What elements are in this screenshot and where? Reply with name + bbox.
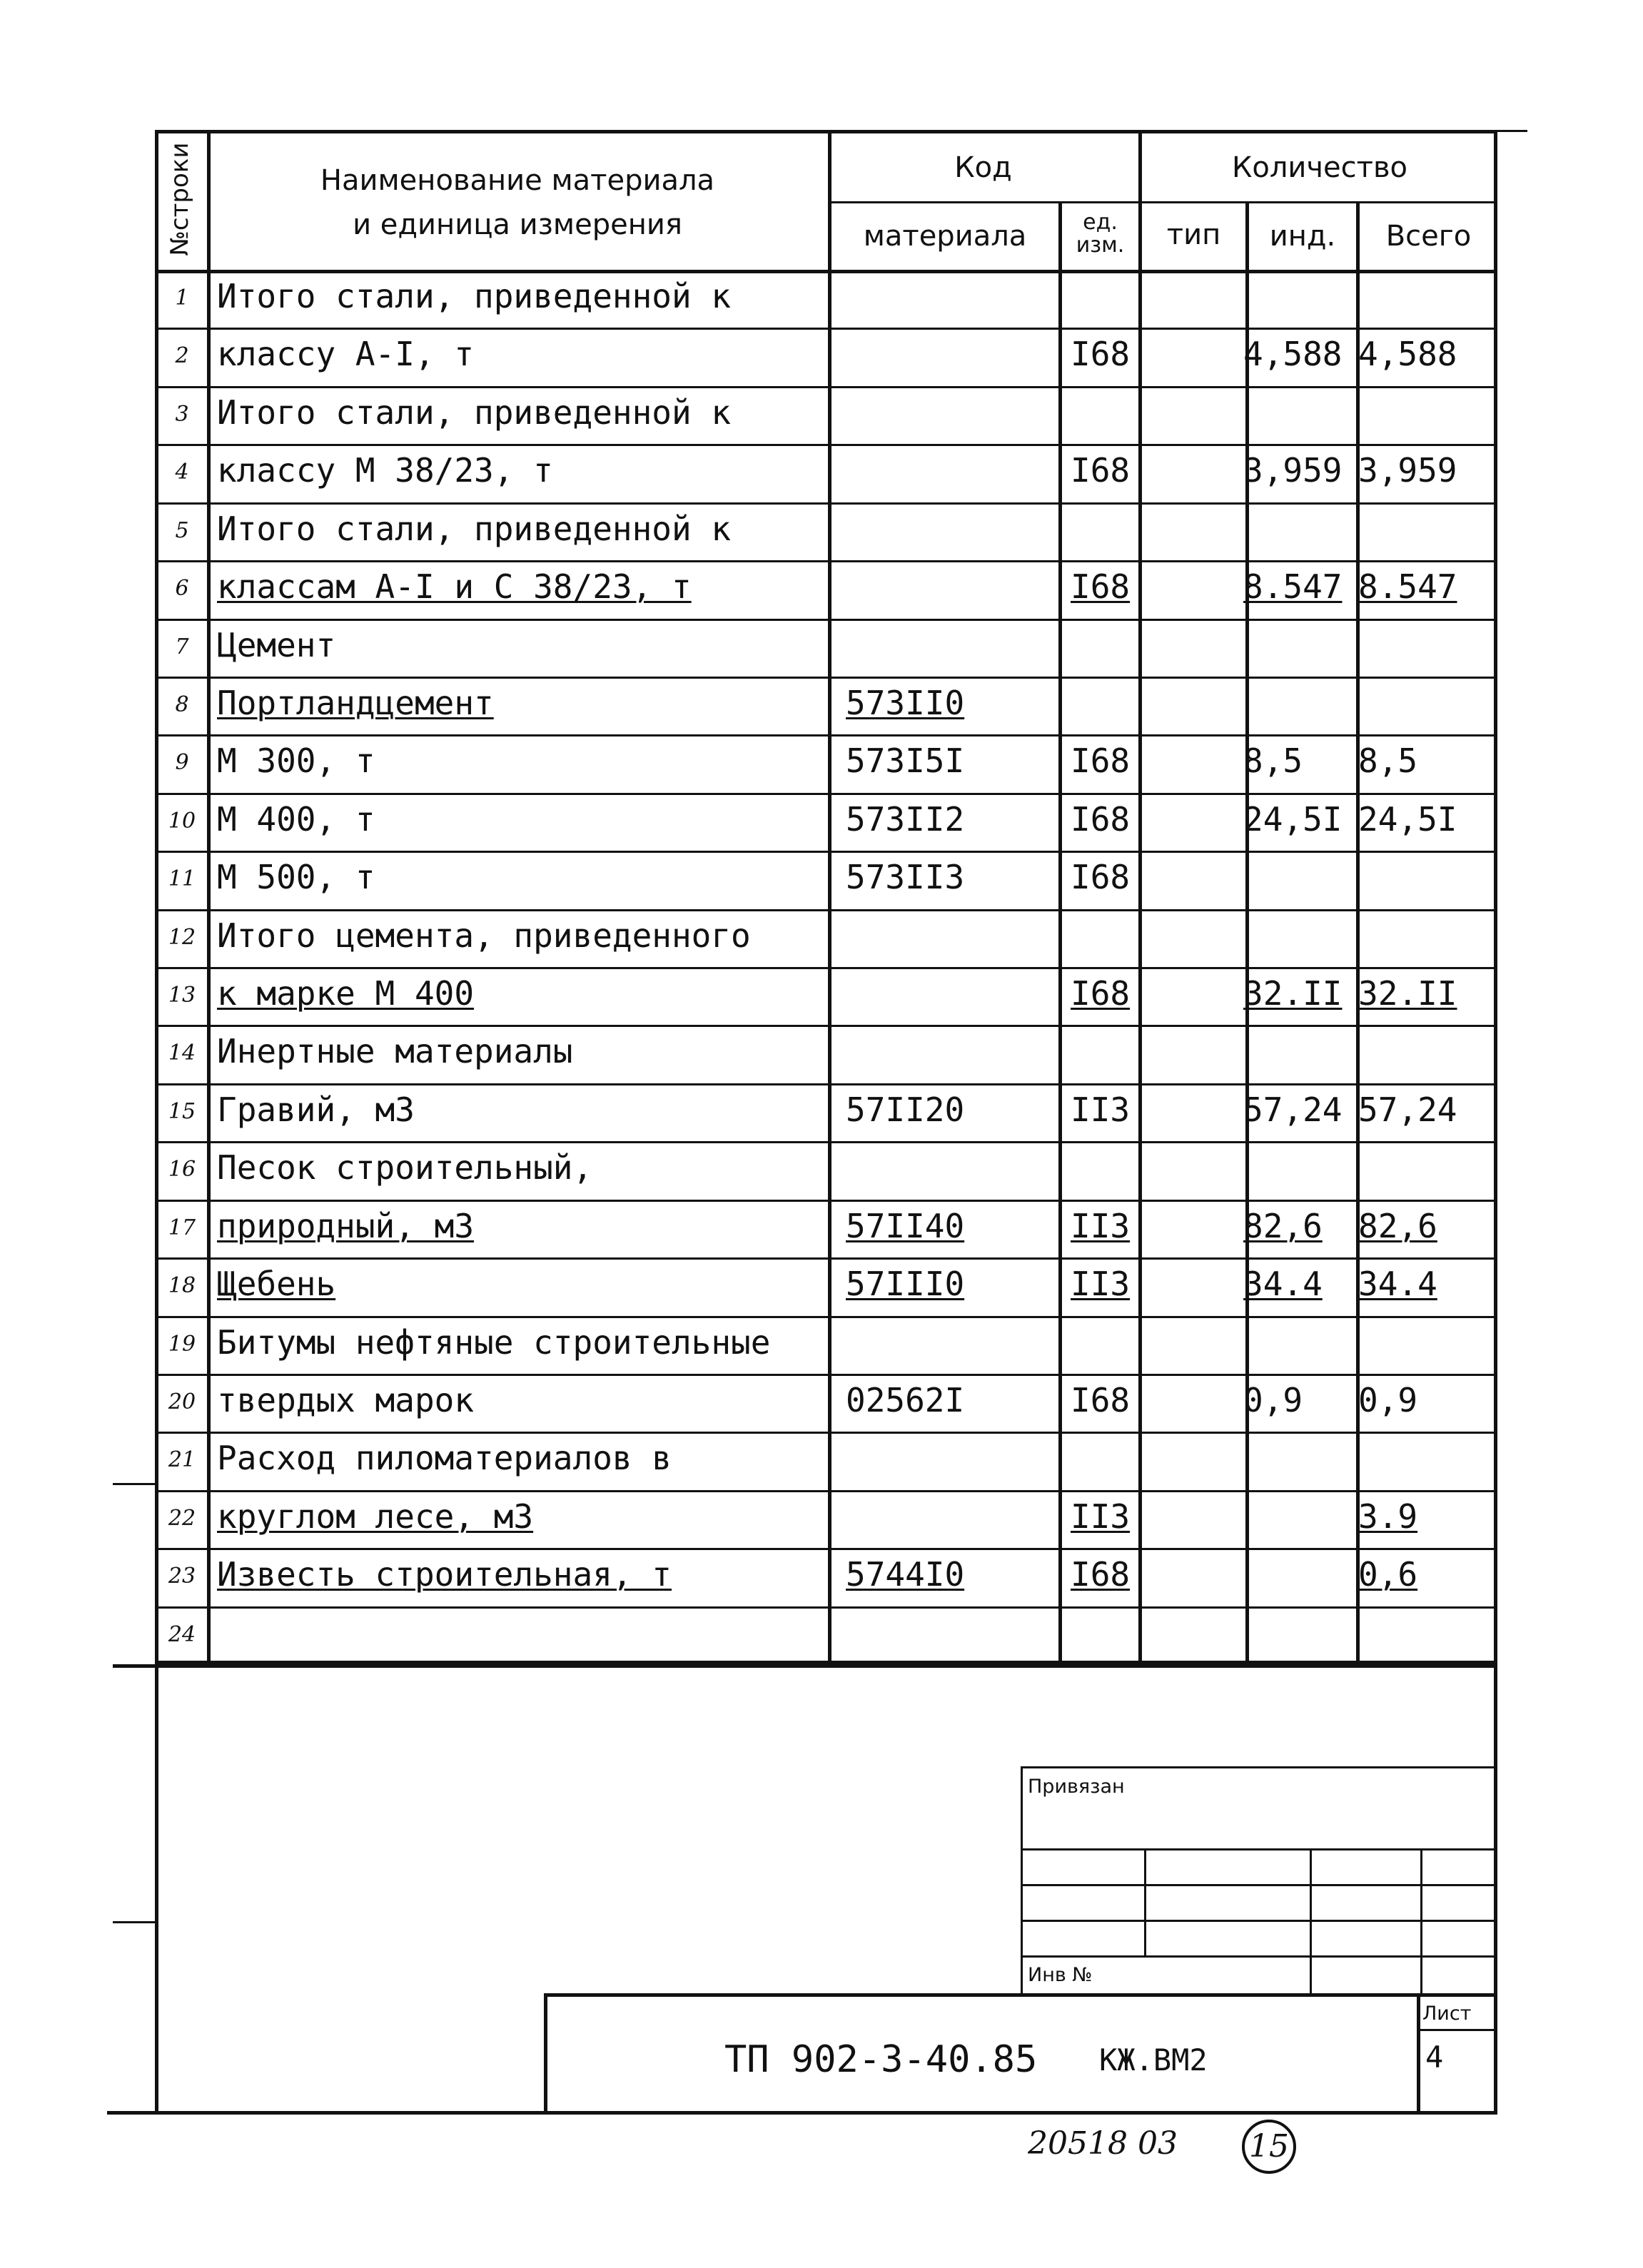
code-unit-header <box>1062 211 1138 256</box>
quantity-ind-header: инд. <box>1269 220 1336 253</box>
cell-name: Итого цемента, приведенного <box>217 916 751 955</box>
row-divider <box>155 1374 1497 1376</box>
row-number: 4 <box>175 460 189 485</box>
cell-name: М 400, т <box>217 800 375 839</box>
row-number: 11 <box>168 866 196 891</box>
margin-tick-2 <box>113 1921 157 1923</box>
row-divider <box>155 444 1497 446</box>
quantity-type-header: тип <box>1166 218 1221 251</box>
row-number: 1 <box>175 285 189 310</box>
stamp-left-line <box>1021 1766 1023 1995</box>
titleblock-sheet-divider <box>1417 1993 1420 2115</box>
cell-unit: I68 <box>1071 741 1131 780</box>
cell-name: природный, м3 <box>217 1207 475 1245</box>
cell-name: Инертные материалы <box>217 1032 573 1070</box>
titleblock-left-line <box>544 1993 547 2115</box>
row-number: 14 <box>168 1041 196 1065</box>
cell-unit: I68 <box>1071 974 1131 1013</box>
row-divider <box>155 967 1497 969</box>
row-number: 23 <box>168 1564 196 1589</box>
row-divider <box>155 386 1497 388</box>
row-divider <box>155 1257 1497 1260</box>
col-line-ind <box>1356 201 1360 1664</box>
row-number: 20 <box>168 1389 196 1414</box>
cell-code: 573I5I <box>846 741 965 780</box>
cell-ind: 34.4 <box>1243 1265 1323 1303</box>
cell-ind: 57,24 <box>1243 1090 1343 1129</box>
cell-name: Щебень <box>217 1265 336 1303</box>
cell-name: Итого стали, приведенной к <box>217 510 732 548</box>
stamp-top-line <box>1021 1766 1494 1768</box>
cell-unit: II3 <box>1071 1207 1131 1245</box>
row-number: 9 <box>175 750 189 775</box>
row-number: 24 <box>168 1622 196 1647</box>
cell-total: 0,9 <box>1358 1381 1418 1419</box>
document-code: ТП 902-3-40.85 <box>724 2038 1038 2081</box>
cell-total: 82,6 <box>1358 1207 1437 1245</box>
circled-number: 15 <box>1242 2120 1296 2174</box>
outer-rule-bottom <box>107 2111 1497 2115</box>
cell-unit: II3 <box>1071 1090 1131 1129</box>
row-number-header: №строки <box>166 142 194 256</box>
row-number: 18 <box>168 1273 196 1298</box>
row-divider <box>155 1432 1497 1434</box>
cell-unit: I68 <box>1071 567 1131 606</box>
cell-total: 57,24 <box>1358 1090 1457 1129</box>
row-number: 12 <box>168 925 196 950</box>
cell-ind: 32.II <box>1243 974 1343 1013</box>
cell-name: Расход пиломатериалов в <box>217 1439 672 1477</box>
cell-name: Гравий, м3 <box>217 1090 415 1129</box>
row-number: 6 <box>175 576 189 601</box>
cell-total: 8.547 <box>1358 567 1457 606</box>
cell-code: 573II3 <box>846 858 965 896</box>
material-name-header-line1: Наименование материала <box>320 164 715 197</box>
row-divider <box>155 502 1497 505</box>
code-unit-header-line2: изм. <box>1076 232 1125 258</box>
cell-name: М 300, т <box>217 741 375 780</box>
cell-total: 3,959 <box>1358 451 1457 490</box>
row-divider <box>155 677 1497 679</box>
row-number: 2 <box>175 343 189 368</box>
cell-code: 57II40 <box>846 1207 965 1245</box>
row-number: 19 <box>168 1332 196 1357</box>
cell-unit: II3 <box>1071 1265 1131 1303</box>
cell-total: 24,5I <box>1358 800 1457 839</box>
cell-name: Известь строительная, т <box>217 1555 672 1594</box>
cell-name: классу М 38/23, т <box>217 451 553 490</box>
material-name-header-line2: и единица измерения <box>353 208 682 241</box>
row-divider <box>155 619 1497 621</box>
row-number: 16 <box>168 1157 196 1182</box>
cell-name: к марке М 400 <box>217 974 475 1013</box>
privyazan-label: Привязан <box>1028 1776 1125 1798</box>
cell-code: 573II2 <box>846 800 965 839</box>
row-number: 3 <box>175 402 189 427</box>
cell-name: Портландцемент <box>217 684 494 722</box>
cell-name: Цемент <box>217 626 336 664</box>
stamp-col-2 <box>1310 1848 1312 1995</box>
row-number: 8 <box>175 692 189 717</box>
titleblock-top-line <box>544 1993 1497 1997</box>
cell-code: 5744I0 <box>846 1555 965 1594</box>
cell-name: классу А-I, т <box>217 335 475 373</box>
col-line-type <box>1245 201 1249 1664</box>
cell-ind: 8.547 <box>1243 567 1343 606</box>
sheet-label-line <box>1417 2029 1494 2031</box>
cell-ind: 3,959 <box>1243 451 1343 490</box>
sheet-number: 4 <box>1425 2040 1444 2075</box>
cell-ind: 82,6 <box>1243 1207 1323 1245</box>
cell-code: 02562I <box>846 1381 965 1419</box>
cell-code: 573II0 <box>846 684 965 722</box>
row-divider <box>155 909 1497 911</box>
stamp-line-4 <box>1021 1955 1494 1958</box>
row-divider <box>155 328 1497 330</box>
stamp-line-3 <box>1021 1920 1494 1922</box>
stamp-col-3 <box>1420 1848 1422 1995</box>
code-unit-header-line1: ед. <box>1083 210 1118 235</box>
document-suffix: КЖ.ВМ2 <box>1099 2042 1208 2077</box>
quantity-header: Количество <box>1231 151 1407 184</box>
quantity-total-header: Всего <box>1385 220 1472 253</box>
row-number: 15 <box>168 1099 196 1124</box>
row-number: 17 <box>168 1215 196 1240</box>
cell-code: 57III0 <box>846 1265 965 1303</box>
cell-name: Битумы нефтяные строительные <box>217 1323 771 1362</box>
row-divider <box>155 560 1497 562</box>
cell-unit: I68 <box>1071 800 1131 839</box>
cell-total: 8,5 <box>1358 741 1418 780</box>
cell-ind: 8,5 <box>1243 741 1303 780</box>
stamp-col-1 <box>1144 1848 1146 1955</box>
cell-unit: I68 <box>1071 1555 1131 1594</box>
cell-name: твердых марок <box>217 1381 475 1419</box>
cell-unit: I68 <box>1071 335 1131 373</box>
top-corner-tick <box>1470 130 1527 132</box>
row-divider <box>155 1141 1497 1143</box>
col-line-code <box>1058 201 1062 1664</box>
cell-total: 3.9 <box>1358 1497 1418 1536</box>
cell-unit: II3 <box>1071 1497 1131 1536</box>
row-divider <box>155 1490 1497 1492</box>
row-divider <box>155 1083 1497 1085</box>
cell-total: 0,6 <box>1358 1555 1418 1594</box>
lower-frame-right <box>1494 1664 1497 2114</box>
cell-ind: 4,588 <box>1243 335 1343 373</box>
cell-name: М 500, т <box>217 858 375 896</box>
row-number: 5 <box>175 518 189 543</box>
cell-name: Итого стали, приведенной к <box>217 393 732 432</box>
inv-number-label: Инв № <box>1028 1964 1093 1986</box>
stamp-line-2 <box>1021 1884 1494 1886</box>
stamp-line-1 <box>1021 1848 1494 1851</box>
cell-unit: I68 <box>1071 451 1131 490</box>
cell-total: 34.4 <box>1358 1265 1437 1303</box>
outer-rule-top <box>113 1664 1497 1668</box>
header-mid-line <box>828 201 1497 203</box>
cell-name: круглом лесе, м3 <box>217 1497 534 1536</box>
code-material-header: материала <box>863 220 1027 253</box>
row-divider <box>155 734 1497 736</box>
cell-ind: 24,5I <box>1243 800 1343 839</box>
row-number: 13 <box>168 983 196 1008</box>
material-name-header <box>214 158 821 247</box>
cell-unit: I68 <box>1071 1381 1131 1419</box>
cell-name: классам А-I и С 38/23, т <box>217 567 692 606</box>
sheet-label: Лист <box>1422 2003 1472 2025</box>
cell-unit: I68 <box>1071 858 1131 896</box>
header-bottom-line <box>155 270 1497 273</box>
row-divider <box>155 1025 1497 1027</box>
code-header: Код <box>954 151 1012 184</box>
row-divider <box>155 793 1497 795</box>
cell-total: 4,588 <box>1358 335 1457 373</box>
cell-total: 32.II <box>1358 974 1457 1013</box>
cell-name: Итого стали, приведенной к <box>217 277 732 315</box>
row-number: 21 <box>168 1447 196 1472</box>
row-divider <box>155 1548 1497 1550</box>
col-line-unit <box>1138 130 1142 1664</box>
cell-ind: 0,9 <box>1243 1381 1303 1419</box>
row-divider <box>155 1200 1497 1202</box>
handwritten-number: 20518 03 <box>1028 2125 1178 2162</box>
col-line-name <box>828 130 831 1664</box>
cell-code: 57II20 <box>846 1090 965 1129</box>
margin-tick-1 <box>113 1483 157 1485</box>
row-divider <box>155 1606 1497 1609</box>
row-number: 10 <box>168 809 196 834</box>
row-divider <box>155 1316 1497 1318</box>
cell-name: Песок строительный, <box>217 1148 593 1187</box>
row-number: 7 <box>175 634 189 659</box>
lower-frame-left <box>155 1664 158 2114</box>
row-divider <box>155 851 1497 853</box>
row-number: 22 <box>168 1506 196 1531</box>
